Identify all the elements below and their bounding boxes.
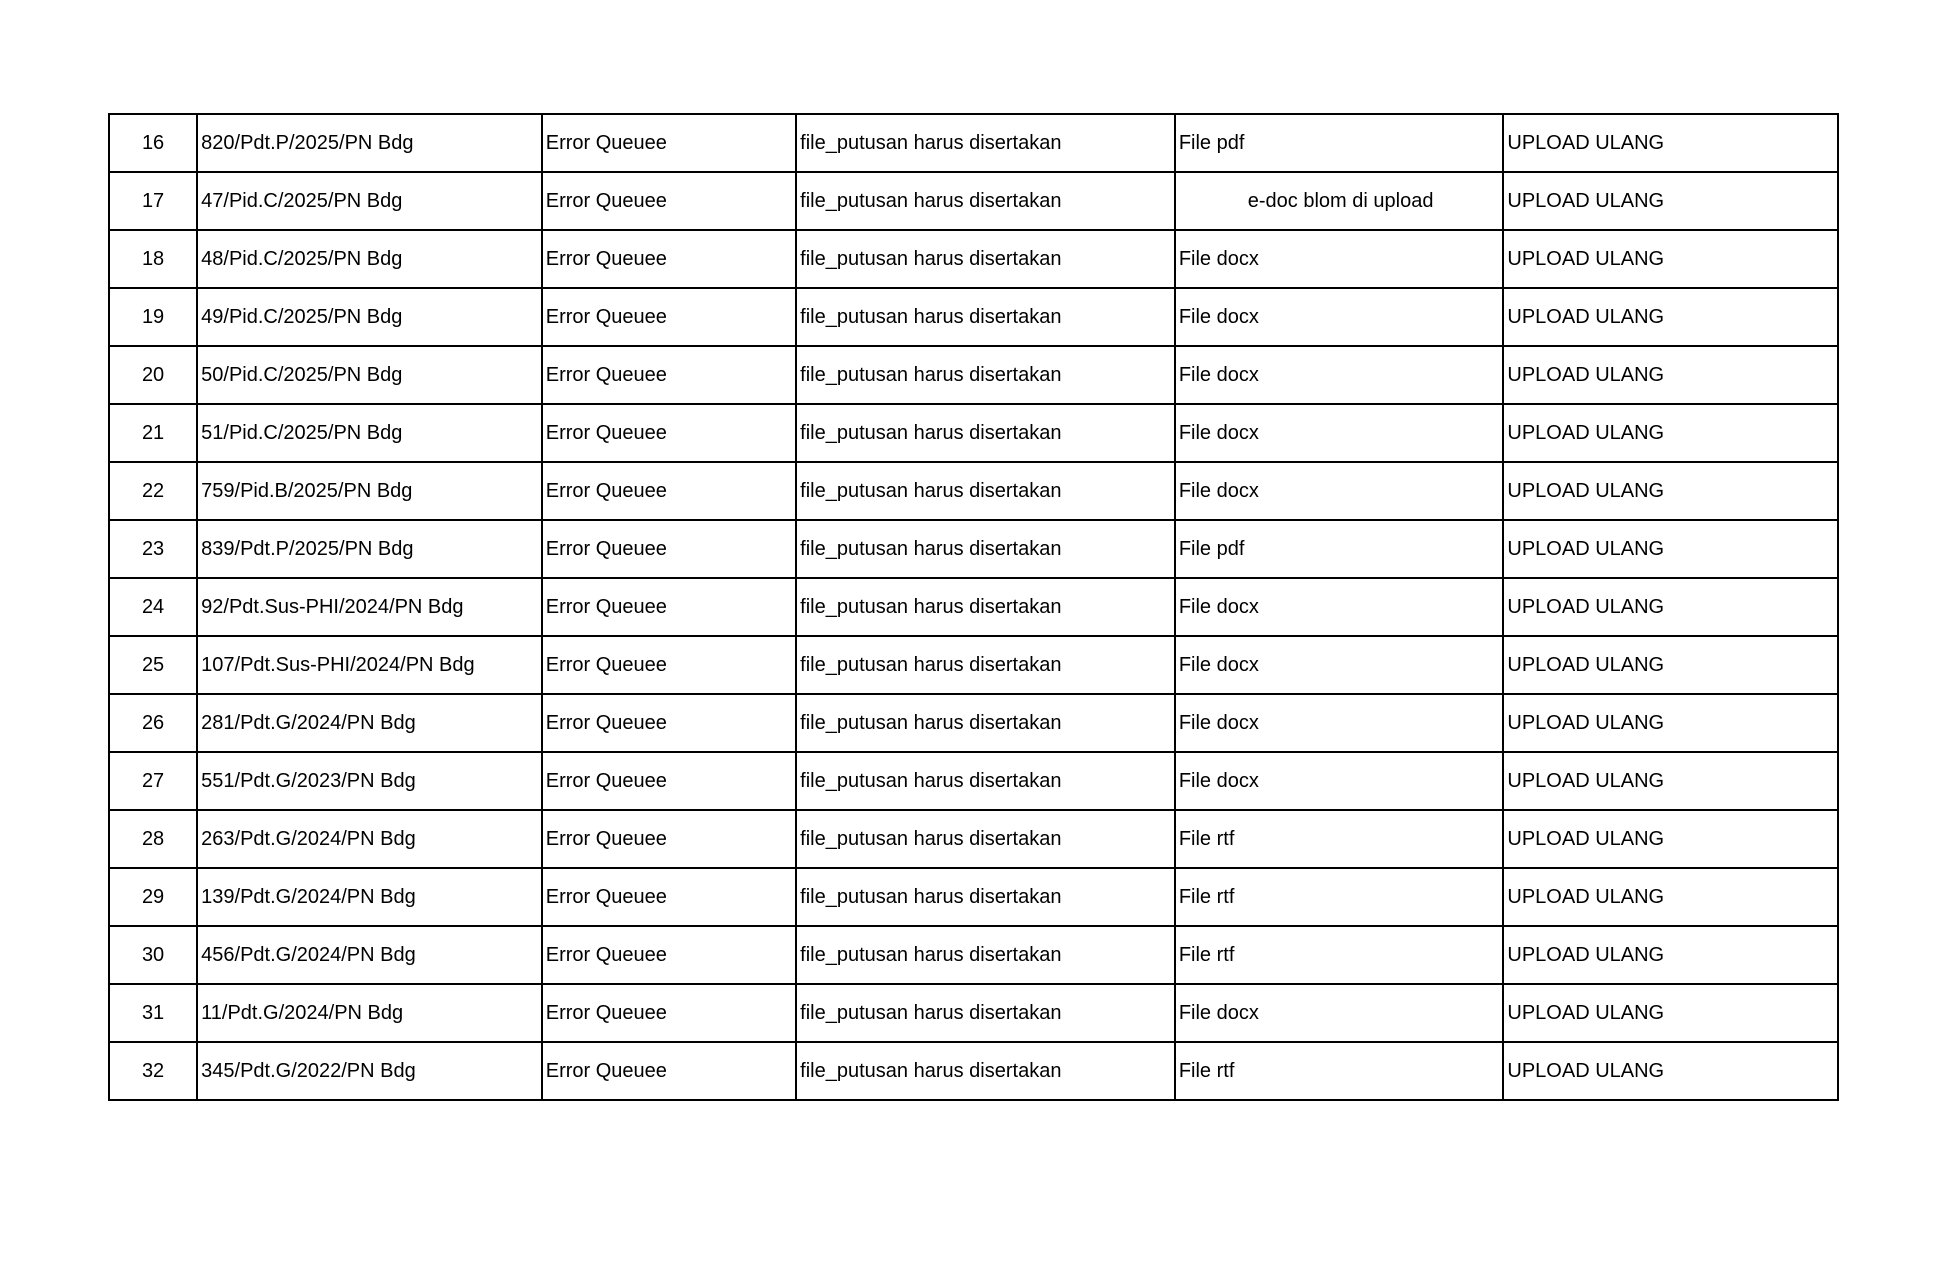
action-cell: UPLOAD ULANG <box>1503 752 1838 810</box>
error-message-cell: file_putusan harus disertakan <box>796 288 1175 346</box>
table-row <box>109 1042 1838 1100</box>
status-cell: Error Queuee <box>542 346 796 404</box>
row-number-cell: 23 <box>109 520 197 578</box>
row-number-cell: 29 <box>109 868 197 926</box>
action-cell: UPLOAD ULANG <box>1503 578 1838 636</box>
action-cell: UPLOAD ULANG <box>1503 984 1838 1042</box>
error-message-cell: file_putusan harus disertakan <box>796 984 1175 1042</box>
case-number-cell: 839/Pdt.P/2025/PN Bdg <box>197 520 542 578</box>
status-cell: Error Queuee <box>542 984 796 1042</box>
row-number-cell: 21 <box>109 404 197 462</box>
note-cell: File pdf <box>1175 114 1504 172</box>
error-message-cell: file_putusan harus disertakan <box>796 636 1175 694</box>
case-number-cell: 263/Pdt.G/2024/PN Bdg <box>197 810 542 868</box>
case-number-cell: 51/Pid.C/2025/PN Bdg <box>197 404 542 462</box>
table-row <box>109 346 1838 404</box>
table-row <box>109 636 1838 694</box>
note-cell: File docx <box>1175 230 1504 288</box>
case-number-cell: 551/Pdt.G/2023/PN Bdg <box>197 752 542 810</box>
status-cell: Error Queuee <box>542 636 796 694</box>
row-number-cell: 22 <box>109 462 197 520</box>
action-cell: UPLOAD ULANG <box>1503 172 1838 230</box>
table-row <box>109 114 1838 172</box>
table-row <box>109 810 1838 868</box>
note-cell: e-doc blom di upload <box>1175 172 1504 230</box>
status-cell: Error Queuee <box>542 578 796 636</box>
error-message-cell: file_putusan harus disertakan <box>796 578 1175 636</box>
case-number-cell: 92/Pdt.Sus-PHI/2024/PN Bdg <box>197 578 542 636</box>
table-row <box>109 172 1838 230</box>
note-cell: File docx <box>1175 752 1504 810</box>
error-message-cell: file_putusan harus disertakan <box>796 1042 1175 1100</box>
error-message-cell: file_putusan harus disertakan <box>796 346 1175 404</box>
table-row <box>109 288 1838 346</box>
action-cell: UPLOAD ULANG <box>1503 230 1838 288</box>
case-number-cell: 820/Pdt.P/2025/PN Bdg <box>197 114 542 172</box>
note-cell: File docx <box>1175 404 1504 462</box>
status-cell: Error Queuee <box>542 288 796 346</box>
status-cell: Error Queuee <box>542 810 796 868</box>
status-cell: Error Queuee <box>542 230 796 288</box>
note-cell: File docx <box>1175 636 1504 694</box>
case-number-cell: 139/Pdt.G/2024/PN Bdg <box>197 868 542 926</box>
note-cell: File docx <box>1175 578 1504 636</box>
error-message-cell: file_putusan harus disertakan <box>796 404 1175 462</box>
error-message-cell: file_putusan harus disertakan <box>796 810 1175 868</box>
note-cell: File docx <box>1175 462 1504 520</box>
note-cell: File docx <box>1175 694 1504 752</box>
note-cell: File pdf <box>1175 520 1504 578</box>
case-number-cell: 50/Pid.C/2025/PN Bdg <box>197 346 542 404</box>
row-number-cell: 25 <box>109 636 197 694</box>
note-cell: File rtf <box>1175 1042 1504 1100</box>
row-number-cell: 32 <box>109 1042 197 1100</box>
row-number-cell: 26 <box>109 694 197 752</box>
row-number-cell: 28 <box>109 810 197 868</box>
error-message-cell: file_putusan harus disertakan <box>796 230 1175 288</box>
action-cell: UPLOAD ULANG <box>1503 868 1838 926</box>
action-cell: UPLOAD ULANG <box>1503 114 1838 172</box>
status-cell: Error Queuee <box>542 694 796 752</box>
action-cell: UPLOAD ULANG <box>1503 404 1838 462</box>
table-row <box>109 984 1838 1042</box>
case-number-cell: 47/Pid.C/2025/PN Bdg <box>197 172 542 230</box>
note-cell: File docx <box>1175 984 1504 1042</box>
error-message-cell: file_putusan harus disertakan <box>796 520 1175 578</box>
table-row <box>109 462 1838 520</box>
note-cell: File rtf <box>1175 868 1504 926</box>
note-cell: File rtf <box>1175 926 1504 984</box>
table-row <box>109 404 1838 462</box>
table-row <box>109 520 1838 578</box>
table-row <box>109 926 1838 984</box>
status-cell: Error Queuee <box>542 172 796 230</box>
case-number-cell: 281/Pdt.G/2024/PN Bdg <box>197 694 542 752</box>
table-body <box>109 114 1838 1100</box>
status-cell: Error Queuee <box>542 752 796 810</box>
case-number-cell: 11/Pdt.G/2024/PN Bdg <box>197 984 542 1042</box>
error-message-cell: file_putusan harus disertakan <box>796 868 1175 926</box>
case-number-cell: 759/Pid.B/2025/PN Bdg <box>197 462 542 520</box>
table-row <box>109 230 1838 288</box>
status-cell: Error Queuee <box>542 1042 796 1100</box>
error-message-cell: file_putusan harus disertakan <box>796 694 1175 752</box>
action-cell: UPLOAD ULANG <box>1503 694 1838 752</box>
row-number-cell: 24 <box>109 578 197 636</box>
upload-error-table <box>108 113 1839 1101</box>
case-number-cell: 49/Pid.C/2025/PN Bdg <box>197 288 542 346</box>
status-cell: Error Queuee <box>542 462 796 520</box>
action-cell: UPLOAD ULANG <box>1503 926 1838 984</box>
case-number-cell: 48/Pid.C/2025/PN Bdg <box>197 230 542 288</box>
action-cell: UPLOAD ULANG <box>1503 462 1838 520</box>
error-message-cell: file_putusan harus disertakan <box>796 114 1175 172</box>
error-message-cell: file_putusan harus disertakan <box>796 462 1175 520</box>
error-message-cell: file_putusan harus disertakan <box>796 926 1175 984</box>
row-number-cell: 31 <box>109 984 197 1042</box>
error-message-cell: file_putusan harus disertakan <box>796 752 1175 810</box>
action-cell: UPLOAD ULANG <box>1503 288 1838 346</box>
action-cell: UPLOAD ULANG <box>1503 520 1838 578</box>
action-cell: UPLOAD ULANG <box>1503 636 1838 694</box>
case-number-cell: 456/Pdt.G/2024/PN Bdg <box>197 926 542 984</box>
row-number-cell: 18 <box>109 230 197 288</box>
table-row <box>109 694 1838 752</box>
row-number-cell: 19 <box>109 288 197 346</box>
row-number-cell: 16 <box>109 114 197 172</box>
note-cell: File rtf <box>1175 810 1504 868</box>
case-number-cell: 107/Pdt.Sus-PHI/2024/PN Bdg <box>197 636 542 694</box>
row-number-cell: 27 <box>109 752 197 810</box>
status-cell: Error Queuee <box>542 114 796 172</box>
status-cell: Error Queuee <box>542 404 796 462</box>
status-cell: Error Queuee <box>542 520 796 578</box>
note-cell: File docx <box>1175 346 1504 404</box>
row-number-cell: 20 <box>109 346 197 404</box>
action-cell: UPLOAD ULANG <box>1503 346 1838 404</box>
note-cell: File docx <box>1175 288 1504 346</box>
action-cell: UPLOAD ULANG <box>1503 810 1838 868</box>
table-row <box>109 578 1838 636</box>
case-number-cell: 345/Pdt.G/2022/PN Bdg <box>197 1042 542 1100</box>
row-number-cell: 17 <box>109 172 197 230</box>
action-cell: UPLOAD ULANG <box>1503 1042 1838 1100</box>
table-row <box>109 868 1838 926</box>
row-number-cell: 30 <box>109 926 197 984</box>
error-message-cell: file_putusan harus disertakan <box>796 172 1175 230</box>
status-cell: Error Queuee <box>542 868 796 926</box>
status-cell: Error Queuee <box>542 926 796 984</box>
table-row <box>109 752 1838 810</box>
